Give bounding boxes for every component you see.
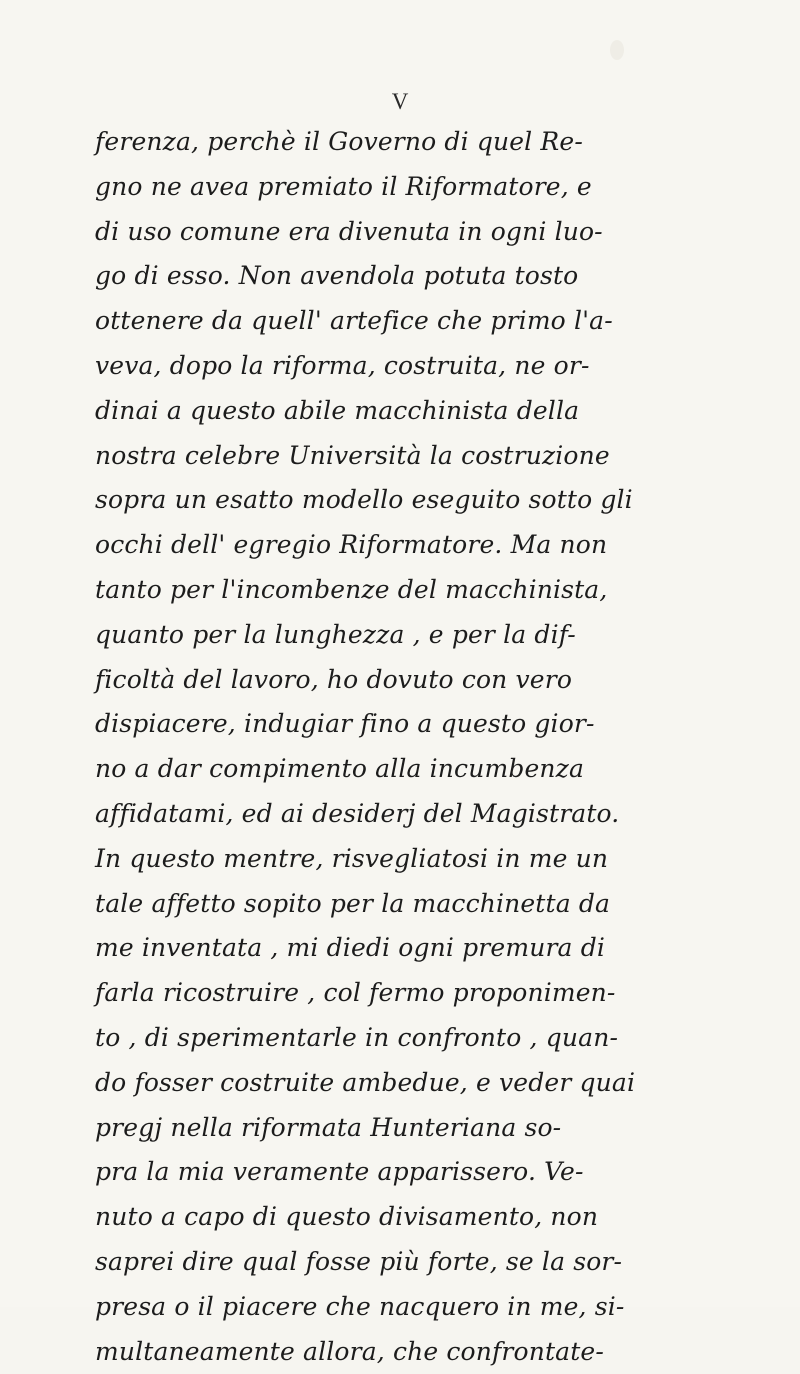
text-line: do fosser costruite ambedue, e veder quai (95, 1067, 636, 1097)
text-line: tale affetto sopito per la macchinetta da (95, 888, 611, 918)
text-line: nostra celebre Università la costruzione (95, 440, 610, 470)
text-line: pra la mia veramente apparissero. Ve- (95, 1157, 584, 1187)
text-line: veva, dopo la riforma, costruita, ne or- (95, 350, 590, 380)
text-line: ferenza, perchè il Governo di quel Re- (95, 127, 583, 156)
text-line: nuto a capo di questo divisamento, non (95, 1202, 599, 1232)
text-line: In questo mentre, risvegliatosi in me un (95, 843, 609, 873)
text-line: sopra un esatto modello eseguito sotto gli (95, 485, 633, 515)
text-line: dinai a questo abile macchinista della (95, 395, 580, 425)
text-line: tanto per l'incombenze del macchinista, (95, 574, 608, 604)
text-line: dispiacere, indugiar fino a questo gior- (95, 709, 595, 739)
text-line: affidatami, ed ai desiderj del Magistrato. (95, 798, 620, 828)
text-line: go di esso. Non avendola potuta tosto (95, 261, 579, 291)
page-number: V (391, 89, 409, 114)
text-block (95, 120, 745, 1374)
text-line: to , di sperimentarle in confronto , quan- (95, 1022, 619, 1052)
text-line: saprei dire qual fosse più forte, se la sor- (95, 1246, 623, 1276)
text-line: ficoltà del lavoro, ho dovuto con vero (95, 664, 573, 694)
text-line: pregj nella riformata Hunteriana so- (95, 1112, 562, 1142)
text-line: ottenere da quell' artefice che primo l'a- (95, 306, 613, 336)
text-line: multaneamente allora, che confrontate- (95, 1336, 604, 1366)
text-line: di uso comune era divenuta in ogni luo- (95, 216, 603, 246)
text-line: gno ne avea premiato il Riformatore, e (95, 171, 592, 201)
text-line: no a dar compimento alla incumbenza (95, 754, 585, 784)
text-line: occhi dell' egregio Riformatore. Ma non (95, 530, 608, 560)
text-line: presa o il piacere che nacquero in me, si- (95, 1291, 625, 1321)
text-line: quanto per la lunghezza , e per la dif- (95, 619, 576, 649)
paper-stain (610, 40, 624, 60)
text-line: me inventata , mi diedi ogni premura di (95, 933, 606, 963)
text-line: farla ricostruire , col fermo proponimen- (95, 978, 616, 1008)
